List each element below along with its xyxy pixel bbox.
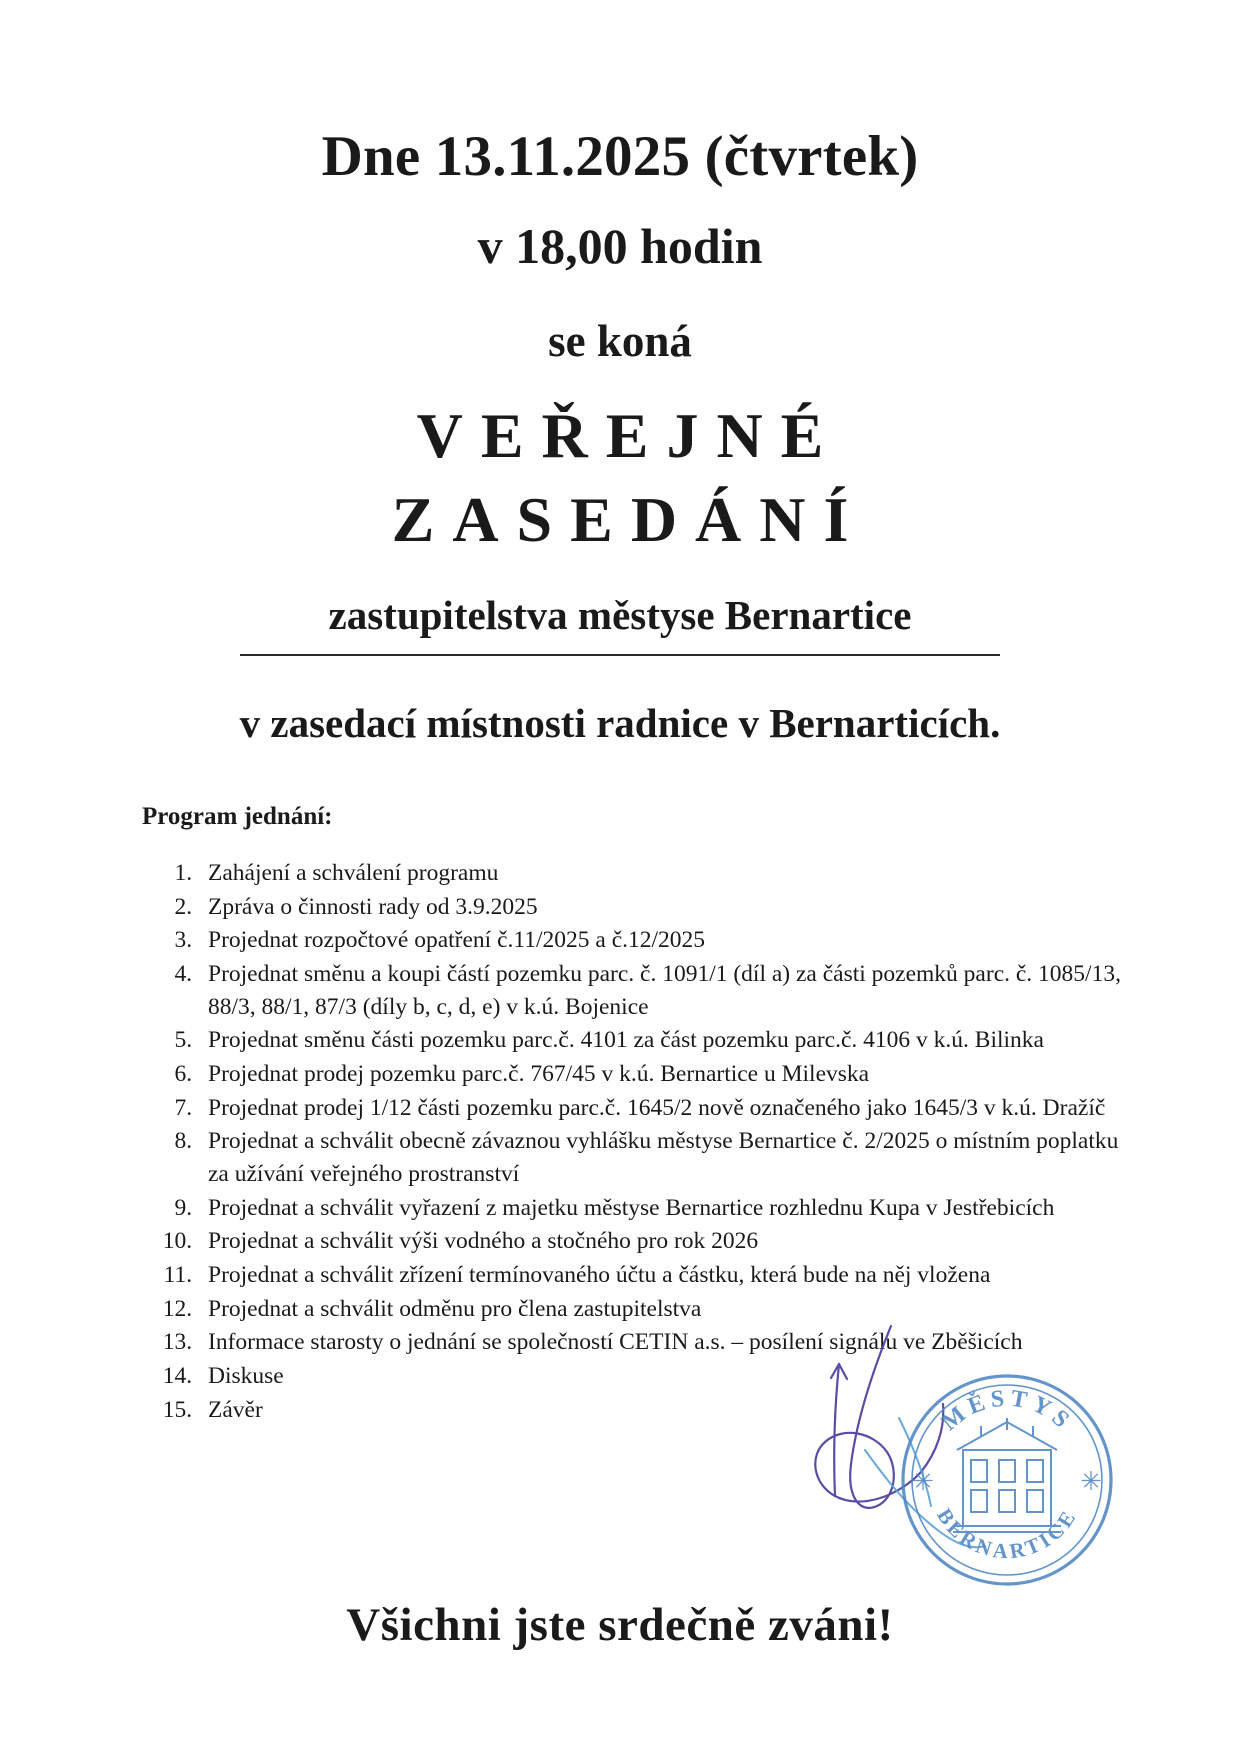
- held-line: se koná: [548, 316, 692, 366]
- page-title-line-1: VEŘEJNÉ: [416, 400, 842, 471]
- list-item: 12. Projednat a schválit odměnu pro člena zastupitelstva: [198, 1293, 1144, 1326]
- list-item: 10. Projednat a schválit výši vodného a stočného pro rok 2026: [198, 1225, 1144, 1258]
- list-item: 15. Závěr: [198, 1394, 1144, 1427]
- venue-line: v zasedací místnosti radnice v Bernarticích.: [239, 700, 1001, 747]
- list-item: 7. Projednat prodej 1/12 části pozemku parc.č. 1645/2 nově označeného jako 1645/3 v k.ú. Dražíč: [198, 1092, 1144, 1125]
- divider-wrap: [240, 654, 1000, 656]
- signature-mark-secondary: [865, 1418, 985, 1547]
- list-item: 9. Projednat a schválit vyřazení z majetku městyse Bernartice rozhlednu Kupa v Jestřebicích: [198, 1192, 1144, 1225]
- list-item: 1. Zahájení a schválení programu: [198, 857, 1144, 890]
- program-section: [0, 803, 1240, 1426]
- list-item: 14. Diskuse: [198, 1360, 1144, 1393]
- list-item: 11. Projednat a schválit zřízení termínovaného účtu a částku, která bude na něj vložena: [198, 1259, 1144, 1292]
- list-item: 4. Projednat směnu a koupi částí pozemku parc. č. 1091/1 (díl a) za části pozemků parc. č. 1085/13, 88/3, 88/1, 87/3 (díly b, c, d, e) v k.ú. Bojenice: [198, 958, 1144, 1023]
- seal-top-text: MĚSTYS: [936, 1385, 1078, 1437]
- page-title: [0, 394, 1240, 563]
- organizer-line: zastupitelstva městyse Bernartice: [328, 591, 912, 638]
- horizontal-divider: [240, 654, 1000, 656]
- seal-left-star: ✳: [912, 1467, 934, 1496]
- header-block: [0, 0, 1240, 747]
- list-item: 2. Zpráva o činnosti rady od 3.9.2025: [198, 891, 1144, 924]
- page-title-line-2: ZASEDÁNÍ: [391, 484, 867, 556]
- meeting-time-line: v 18,00 hodin: [477, 218, 763, 274]
- closing-invitation: Všichni jste srdečně zváni!: [346, 1599, 894, 1651]
- coat-of-arms-icon: [953, 1418, 1061, 1532]
- list-item: 5. Projednat směnu části pozemku parc.č. 4101 za část pozemku parc.č. 4106 v k.ú. Bilinka: [198, 1024, 1144, 1057]
- list-item: 3. Projednat rozpočtové opatření č.11/2025 a č.12/2025: [198, 924, 1144, 957]
- seal-bottom-text: BERNARTICE: [932, 1504, 1082, 1564]
- list-item: 13. Informace starosty o jednání se společností CETIN a.s. – posílení signálu ve Zběšicích: [198, 1326, 1144, 1359]
- agenda-list: [142, 857, 1144, 1426]
- meeting-date-line: Dne 13.11.2025 (čtvrtek): [321, 125, 919, 188]
- list-item: 8. Projednat a schválit obecně závaznou vyhlášku městyse Bernartice č. 2/2025 o místním poplatku za užívání veřejného prostranství: [198, 1125, 1144, 1190]
- list-item: 6. Projednat prodej pozemku parc.č. 767/45 v k.ú. Bernartice u Milevska: [198, 1058, 1144, 1091]
- seal-right-star: ✳: [1080, 1467, 1102, 1496]
- program-heading: Program jednání:: [142, 803, 333, 831]
